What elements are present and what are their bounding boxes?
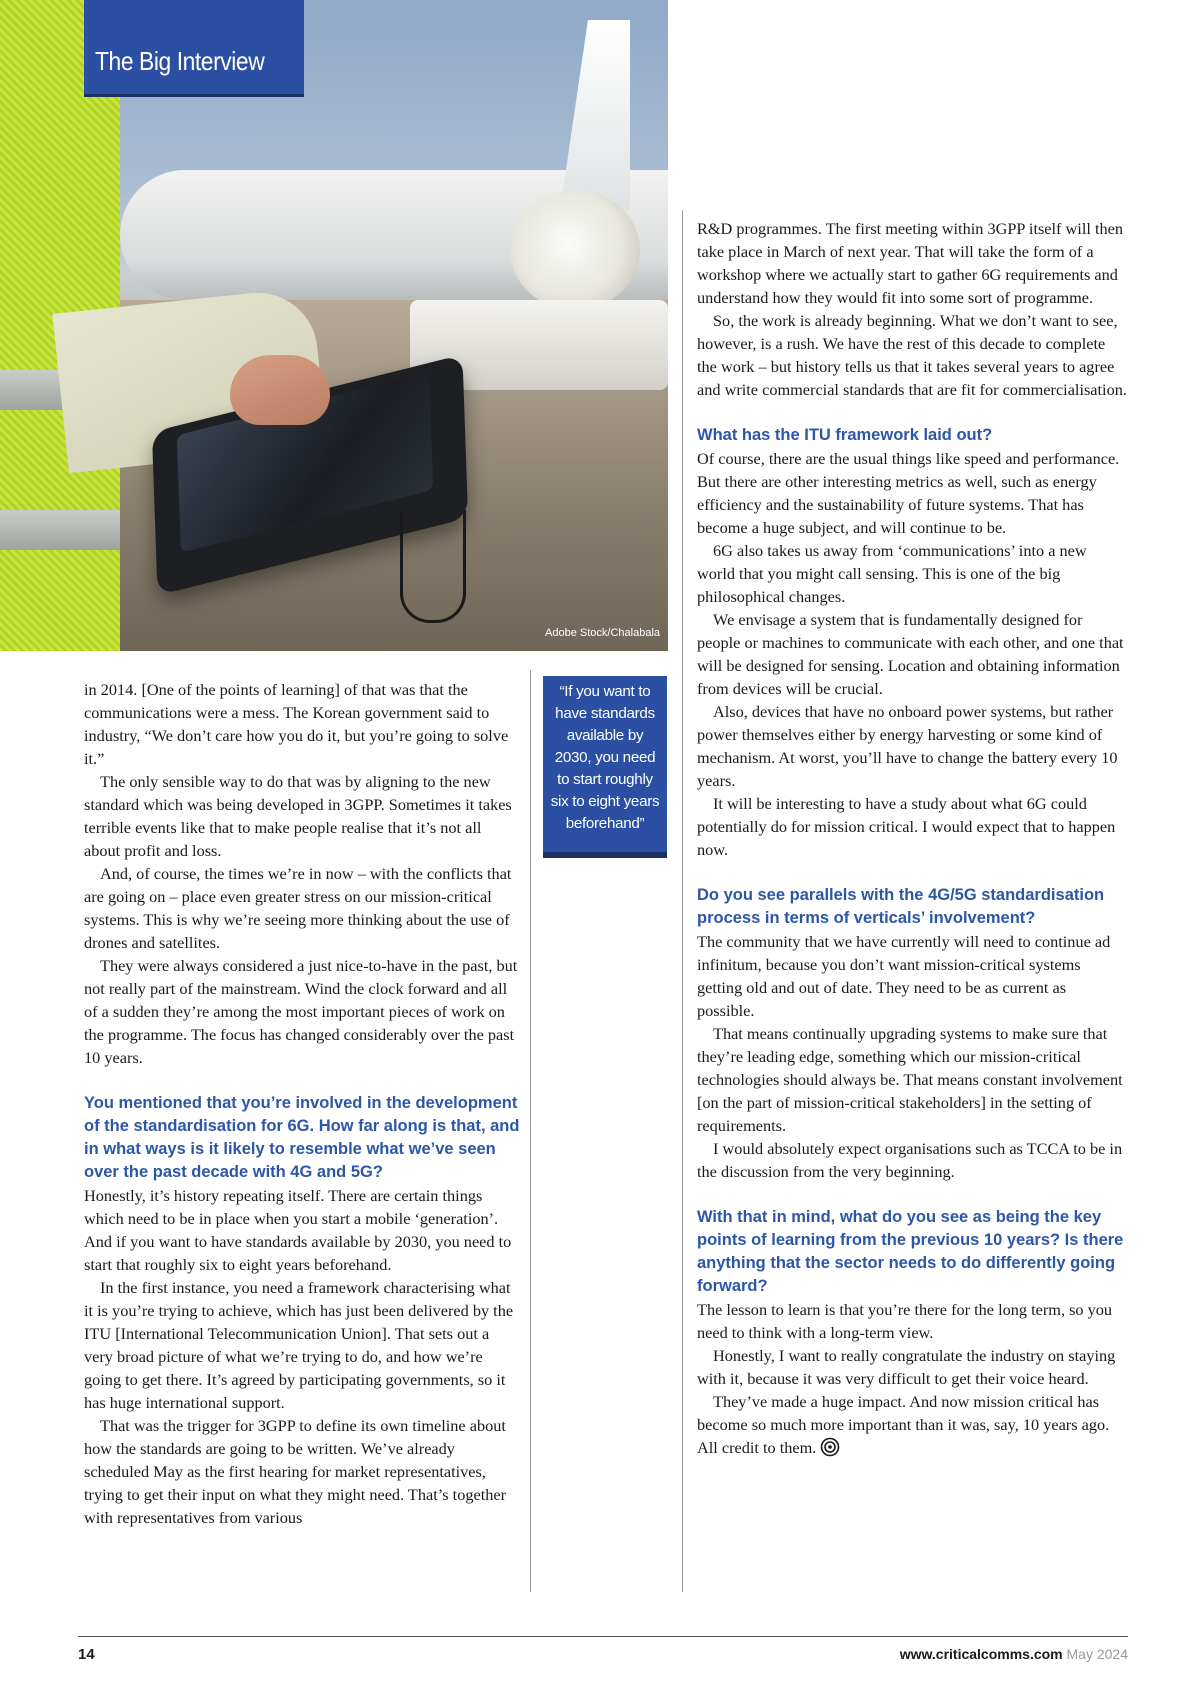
column-divider [682, 210, 683, 1592]
vest-reflective-stripe [0, 510, 120, 550]
column-divider [530, 670, 531, 1592]
footer-rule [78, 1636, 1128, 1637]
paragraph: It will be interesting to have a study about what 6G could potentially do for mission critical. I would expect that to happen now. [697, 794, 1116, 859]
header-photo [0, 0, 668, 651]
tablet-strap [400, 510, 466, 623]
page-number: 14 [78, 1646, 95, 1663]
paragraph: 6G also takes us away from ‘communications’ into a new world that you might call sensing. This is one of the big philosophical changes. [697, 541, 1087, 606]
paragraph: The only sensible way to do that was by aligning to the new standard which was being developed in 3GPP. Sometimes it takes terrible events like that to make people realise that it’s not all about profit and loss. [84, 772, 512, 860]
question-heading: What has the ITU framework laid out? [697, 426, 993, 444]
pull-quote [543, 676, 667, 858]
section-tag-label: The Big Interview [95, 46, 265, 76]
worker-hand [230, 355, 330, 425]
footer-publication [900, 1646, 1128, 1662]
paragraph: Also, devices that have no onboard power systems, but rather power themselves either by energy harvesting or some kind of mechanism. At worst, you’ll have to change the battery every 10 years. [697, 702, 1118, 790]
paragraph: That was the trigger for 3GPP to define its own timeline about how the standards are going to be written. We’ve already scheduled May as the first hearing for market representatives, trying to get their input on what they might need. That’s together with representatives from various [84, 1416, 507, 1527]
aircraft-engine [510, 190, 640, 310]
paragraph: The lesson to learn is that you’re there for the long term, so you need to think with a long-term view. [697, 1300, 1113, 1342]
paragraph: That means continually upgrading systems to make sure that they’re leading edge, something which our mission-critical technologies should always be. That means constant involvement [on the part of mission-critical stakeholders] in the setting of requirements. [697, 1024, 1123, 1135]
question-heading: Do you see parallels with the 4G/5G standardisation process in terms of verticals’ involvement? [697, 886, 1105, 927]
critical-comms-end-icon [820, 1437, 840, 1457]
paragraph: In the first instance, you need a framework characterising what it is you’re trying to achieve, which has just been delivered by the ITU [International Telecommunication Union]. That sets out a very broad picture of what we’re trying to do, and how we’re going to get there. It’s agreed by participating governments, so it has huge international support. [84, 1278, 514, 1412]
paragraph: Honestly, it’s history repeating itself. There are certain things which need to be in place when you start a mobile ‘generation’. And if you want to have standards available by 2030, you need to start that roughly six to eight years beforehand. [84, 1186, 512, 1274]
paragraph: The community that we have currently will need to continue ad infinitum, because you don’t want mission-critical systems getting old and out of date. They need to be as current as possible. [697, 932, 1111, 1020]
question-heading: With that in mind, what do you see as being the key points of learning from the previous 10 years? Is there anything that the sector needs to do differently going forward? [697, 1208, 1124, 1295]
paragraph: in 2014. [One of the points of learning] of that was that the communications were a mess. The Korean government said to industry, “We don’t care how you do it, but you’re going to solve it.” [84, 680, 509, 768]
article-column-left [84, 678, 520, 1529]
paragraph-final [697, 1390, 1127, 1459]
article-column-right [697, 217, 1127, 1459]
paragraph: They were always considered a just nice-to-have in the past, but not really part of the mainstream. Wind the clock forward and all of a sudden they’re among the most important pieces of work on the programme. The focus has changed considerably over the past 10 years. [84, 956, 518, 1067]
paragraph-final-text: They’ve made a huge impact. And now mission critical has become so much more important than it was, say, 10 years ago. All credit to them. [697, 1392, 1110, 1457]
pull-quote-text: “If you want to have standards available by 2030, you need to start roughly six to eight years beforehand” [550, 683, 660, 832]
paragraph: I would absolutely expect organisations such as TCCA to be in the discussion from the very beginning. [697, 1139, 1123, 1181]
paragraph: And, of course, the times we’re in now – with the conflicts that are going on – place even greater stress on our mission-critical systems. This is why we’re seeing more thinking about the use of drones and satellites. [84, 864, 512, 952]
paragraph: R&D programmes. The first meeting within 3GPP itself will then take place in March of next year. That will take the form of a workshop where we actually start to gather 6G requirements and understand how they would fit into some sort of programme. [697, 219, 1123, 307]
photo-credit: Adobe Stock/Chalabala [545, 627, 660, 639]
paragraph: Of course, there are the usual things like speed and performance. But there are other interesting metrics as well, such as energy efficiency and the sustainability of future systems. That has become a huge subject, and will continue to be. [697, 449, 1120, 537]
website-link[interactable]: www.criticalcomms.com [899, 1646, 1063, 1662]
paragraph: We envisage a system that is fundamentally designed for people or machines to communicate with each other, and one that will be designed for sensing. Location and obtaining information from devices will be crucial. [697, 610, 1124, 698]
question-heading: You mentioned that you’re involved in the development of the standardisation for 6G. How far along is that, and in what ways is it likely to resemble what we’ve seen over the past decade with 4G and 5G? [84, 1094, 520, 1181]
issue-date: May 2024 [1066, 1646, 1128, 1662]
paragraph: Honestly, I want to really congratulate the industry on staying with it, because it was very difficult to get their voice heard. [697, 1346, 1116, 1388]
paragraph: So, the work is already beginning. What we don’t want to see, however, is a rush. We have the rest of this decade to complete the work – but history tells us that it takes several years to agree and write commercial standards that are fit for commercialisation. [697, 311, 1127, 399]
aircraft-tail [560, 20, 630, 210]
section-tag [84, 0, 304, 97]
